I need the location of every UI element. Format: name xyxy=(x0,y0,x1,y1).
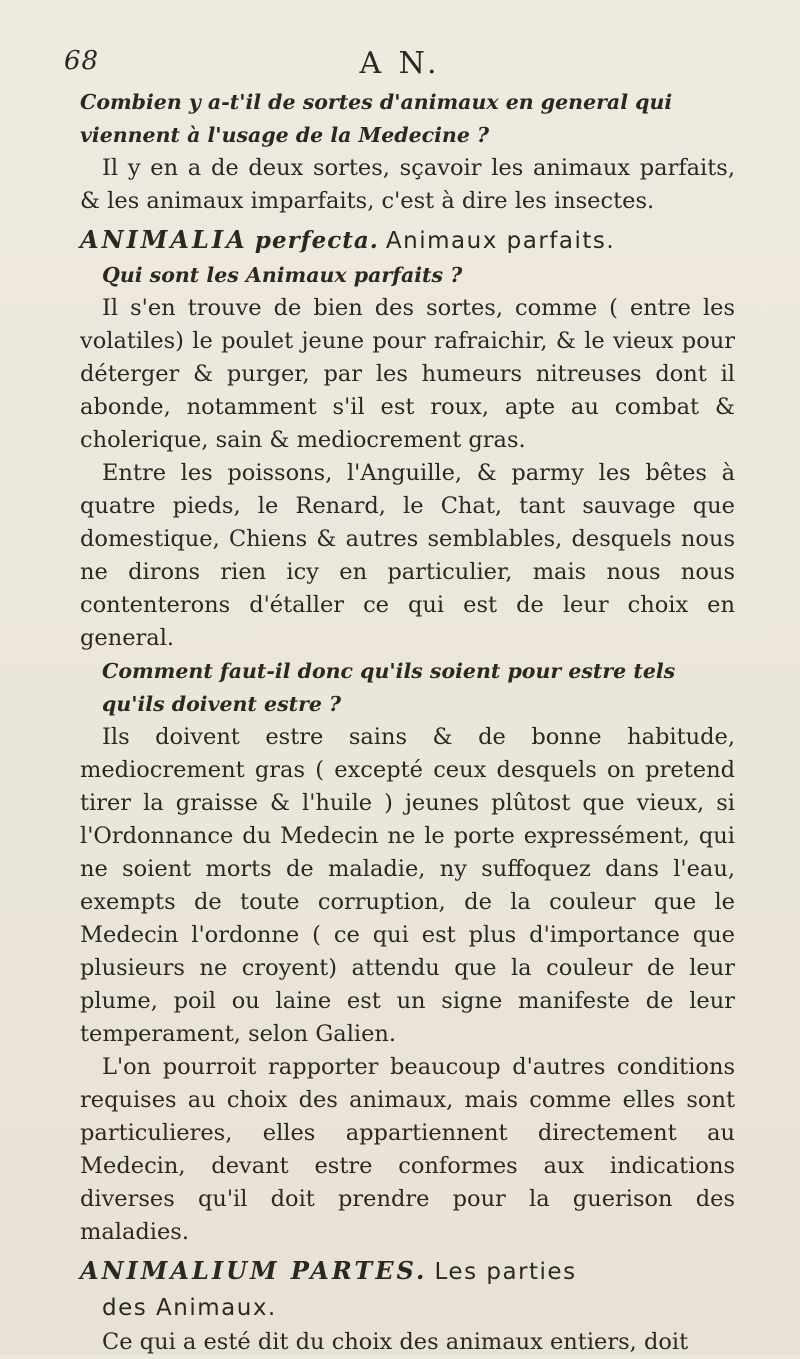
page-text xyxy=(80,86,735,1359)
paragraph: Ce qui a esté dit du choix des animaux entiers, doit xyxy=(102,1329,689,1355)
paragraph: Entre les poissons, l'Anguille, & parmy les bêtes à quatre pieds, le Renard, le Chat, tant sauvage que domestique, Chiens & autres semblables, desquels nous ne dirons rien icy en particulier, mais nous nous contenterons d'étaller ce qui est de leur choix en general. xyxy=(80,460,735,651)
page-number: 68 xyxy=(64,46,100,76)
section-heading xyxy=(80,222,735,259)
french-heading: des Animaux. xyxy=(102,1295,277,1321)
section-heading xyxy=(80,1253,735,1290)
paragraph: Il s'en trouve de bien des sortes, comme ( entre les volatiles) le poulet jeune pour rafraichir, & le vieux pour déterger & purger, par les humeurs nitreuses dont il abonde, notamment s'il est roux, apte au combat & cholerique, sain & mediocrement gras. xyxy=(80,295,735,453)
section-heading-continued xyxy=(80,1290,735,1326)
latin-heading-tail: perfecta. xyxy=(254,227,379,254)
page-header xyxy=(64,46,736,86)
running-head: A N. xyxy=(359,46,441,81)
paragraph: Ils doivent estre sains & de bonne habitude, mediocrement gras ( excepté ceux desquels on pretend tirer la graisse & l'huile ) jeunes plûtost que vieux, si l'Ordonnance du Medecin ne le porte expressément, qui ne soient morts de maladie, ny suffoquez dans l'eau, exempts de toute corruption, de la couleur que le Medecin l'ordonne ( ce qui est plus d'importance que plusieurs ne croyent) attendu que la couleur de leur plume, poil ou laine est un signe manifeste de leur temperament, selon Galien. xyxy=(80,724,735,1047)
latin-heading: ANIMALIUM PARTES. xyxy=(80,1256,428,1285)
latin-heading: ANIMALIA xyxy=(80,225,248,254)
paragraph: L'on pourroit rapporter beaucoup d'autres conditions requises au choix des animaux, mais comme elles sont particulieres, elles appartiennent directement au Medecin, devant estre conformes aux indications diverses qu'il doit prendre pour la guerison des maladies. xyxy=(80,1054,735,1245)
question-heading: Comment faut-il donc qu'ils soient pour estre tels qu'ils doivent estre ? xyxy=(102,659,676,716)
question-heading: Qui sont les Animaux parfaits ? xyxy=(102,263,463,287)
paragraph: Il y en a de deux sortes, sçavoir les animaux parfaits, & les animaux imparfaits, c'est à dire les insectes. xyxy=(80,155,735,214)
french-heading: Animaux parfaits. xyxy=(385,228,616,254)
question-heading: Combien y a-t'il de sortes d'animaux en general qui viennent à l'usage de la Medecine ? xyxy=(80,90,673,147)
french-heading: Les parties xyxy=(434,1259,577,1285)
